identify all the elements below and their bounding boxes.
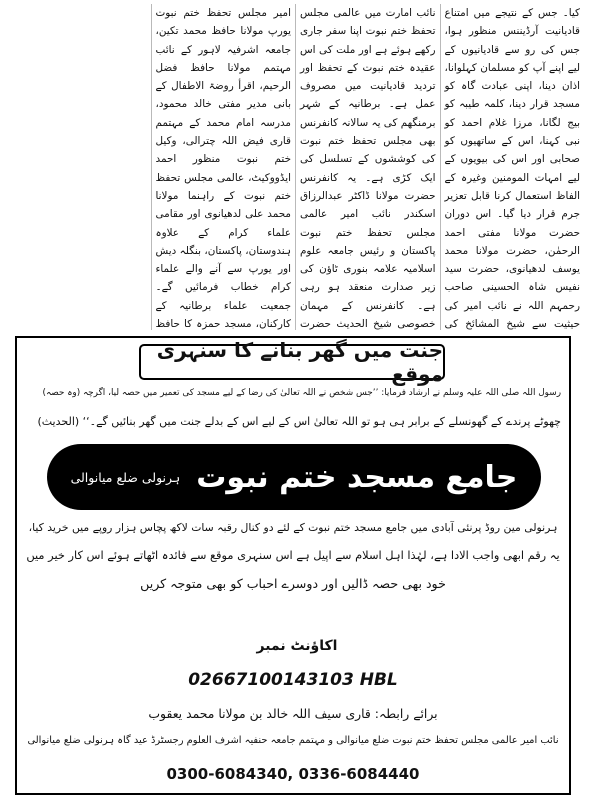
article-column-2 xyxy=(295,4,440,330)
contact-person: برائے رابطہ: قاری سیف اللہ خالد بن مولانا محمد یعقوب xyxy=(148,706,438,721)
account-label: اکاؤنٹ نمبر xyxy=(256,638,338,654)
appeal-text: خود بھی حصہ ڈالیں اور دوسرے احباب کو بھی متوجہ کریں xyxy=(140,576,446,591)
article-paragraph: نائب امارت میں عالمی مجلس تحفظ ختم نبوت اپنا سفر جاری رکھے ہوئے ہے اور ملت کی اس عقیدہ ختم نبوت کے تحفظ اور تردید قادیانیت میں مصروف عمل ہے۔ برطانیہ کے شہر برمنگھم کی یہ سالانہ کانفرنس بھی مجلس تحفظ ختم نبوت کی کوششوں کے تسلسل کی ایک کڑی ہے۔ یہ کانفرنس حضرت مولانا ڈاکٹر عبدالرزاق اسکندر نائب امیر عالمی مجلس تحفظ ختم نبوت پاکستان و رئیس جامعہ علوم اسلامیہ علامہ بنوری ٹاؤن کی زیر صدارت منعقد ہو رہی ہے۔ کانفرنس کے مہمان خصوصی شیخ الحدیث حضرت xyxy=(300,7,436,330)
mosque-fundraising-advertisement xyxy=(15,336,571,795)
mosque-name-banner xyxy=(47,444,541,510)
phone-numbers: 0300-6084340, 0336-6084440 xyxy=(166,765,420,783)
appeal-text: یہ رقم ابھی واجب الادا ہے، لہٰذا اہل اسلام سے اپیل ہے اس سنہری موقع سے فائدہ اٹھاتے ہوئے اس کار خیر میں xyxy=(26,548,560,562)
mosque-location: ہرنولی ضلع میانوالی xyxy=(70,469,181,485)
hadith-line: چھوٹے پرندے کے گھونسلے کے برابر ہی ہو تو اللہ تعالیٰ اس کے لیے اس کے بدلے جنت میں گھر بنائیں گے۔‘‘ (الحدیث) xyxy=(37,415,561,428)
article-column-4 xyxy=(6,4,151,330)
account-number: 02667100143103 HBL xyxy=(188,670,398,690)
contact-title: نائب امیر عالمی مجلس تحفظ ختم نبوت ضلع میانوالی و مہتمم جامعہ حنفیہ اشرف العلوم رجسٹرڈ عید گاہ ہرنولی ضلع میانوالی xyxy=(27,735,559,746)
article-column-3 xyxy=(151,4,296,330)
article-paragraph: کیا۔ جس کے نتیجے میں امتناع قادیانیت آرڈیننس منظور ہوا، جس کی رو سے قادیانیوں کے لیے اپنے آپ کو مسلمان کہلوانا، اذان دینا، اپنی عبادت گاہ کو مسجد قرار دینا، کلمہ طیبہ کو بیج لگانا، مرزا غلام احمد کو نبی کہنا، اس کے ساتھیوں کو صحابی اور اس کی بیویوں کے لیے امہات المومنین وغیرہ کے الفاظ استعمال کرنا قابل تعزیر جرم قرار دیا گیا۔ اس دوران حضرت مولانا مفتی احمد الرحمٰن، حضرت مولانا محمد یوسف لدھیانوی، حضرت سید نفیس شاہ الحسینی صاحب رحمہم اللہ نے نائب امیر کی حیثیت سے شیخ المشائخ کی xyxy=(444,7,580,330)
article-column-1 xyxy=(440,4,585,330)
article-text xyxy=(6,4,584,330)
article-paragraph: امیر مجلس تحفظ ختم نبوت یورپ مولانا حافظ محمد تکین، جامعہ اشرفیہ لاہور کے نائب مہتمم مولانا حافظ فضل الرحیم، اقرأ روضۃ الاطفال کے بانی مدیر مفتی خالد محمود، مدرسہ امام محمد کے مہتمم قاری فیض اللہ چترالی، وکیل ختم نبوت منظور احمد ایڈووکیٹ، عالمی مجلس تحفظ ختم نبوت کے راہنما مولانا محمد علی لدھیانوی اور مقامی علماء کرام کے علاوہ ہندوستان، پاکستان، بنگلہ دیش اور یورپ سے آنے والے علماء کرام خطاب فرمائیں گے۔ جمعیت علماء برطانیہ کے کارکنان، مسجد حمزہ کا حافظ xyxy=(155,7,291,330)
appeal-text: ہرنولی مین روڈ پرنئی آبادی میں جامع مسجد ختم نبوت کے لئے دو کنال رقبہ سات لاکھ پچاس ہزار روپے میں خرید کیا، xyxy=(28,521,558,534)
ad-headline: جنت میں گھر بنانے کا سنہری موقع xyxy=(139,344,445,380)
hadith-line: رسول اللہ صلی اللہ علیہ وسلم نے ارشاد فرمایا: ’’جس شخص نے اللہ تعالیٰ کی رضا کے لیے مسجد کی تعمیر میں حصہ لیا، اگرچہ (وہ حصہ) xyxy=(42,388,561,398)
mosque-name: جامع مسجد ختم نبوت xyxy=(196,459,518,495)
